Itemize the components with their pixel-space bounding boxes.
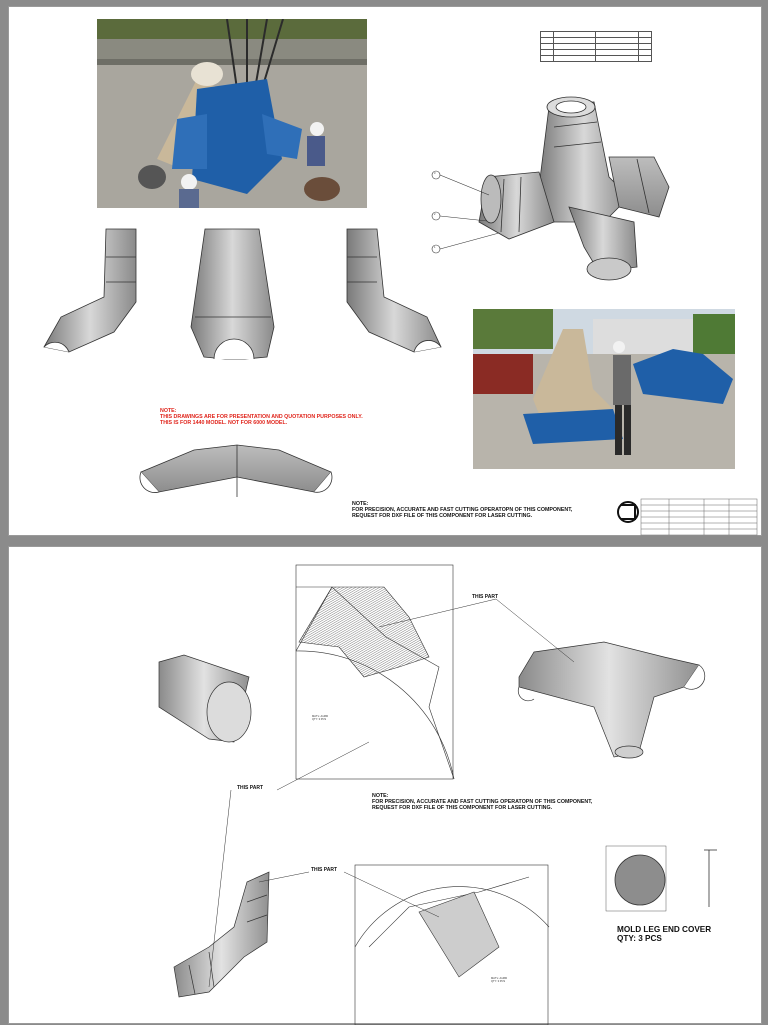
segment-right-elbow <box>347 229 441 352</box>
segment-left-elbow <box>44 229 136 352</box>
leg-segment-3d <box>174 872 269 997</box>
flat-pattern-2 <box>355 865 549 1025</box>
material-note: MAT'L: A1480 QTY: 3 PCS <box>312 715 329 721</box>
balloon-number: 2 <box>434 213 436 216</box>
this-part-label: THIS PART <box>472 594 499 600</box>
balloon-number: 3 <box>434 172 436 175</box>
sheet1-line-art <box>9 7 763 537</box>
cutting-note: NOTE: FOR PRECISION, ACCURATE AND FAST CUTTING OPERATOPN OF THIS COMPONENT, REQUEST FOR DXF FILE OF THIS COMPONENT FOR LASER CUTTING. <box>352 501 573 520</box>
leg-cylinder-3d <box>159 655 251 742</box>
end-cover-plate <box>606 846 717 911</box>
balloon-number: 1 <box>434 246 436 249</box>
segment-center <box>191 229 274 359</box>
presentation-note: NOTE: THIS DRAWINGS ARE FOR PRESENTATION AND QUOTATION PURPOSES ONLY. THIS IS FOR 1440 MODEL. NOT FOR 6000 MODEL. <box>160 408 363 427</box>
material-note: MAT'L: A1480 QTY: 3 PCS <box>491 977 508 983</box>
title-block <box>641 499 757 535</box>
drawing-sheet-1 <box>8 6 762 536</box>
cap-3d-view <box>518 642 705 758</box>
flat-pattern-1 <box>296 565 454 779</box>
this-part-label: THIS PART <box>311 867 338 873</box>
isometric-mold-assembly <box>479 97 669 280</box>
cutting-note: NOTE: FOR PRECISION, ACCURATE AND FAST CUTTING OPERATOPN OF THIS COMPONENT, REQUEST FOR DXF FILE OF THIS COMPONENT FOR LASER CUTTING. <box>372 793 593 812</box>
drawing-sheet-2 <box>8 546 762 1024</box>
this-part-label: THIS PART <box>237 785 264 791</box>
sheet2-line-art <box>9 547 763 1025</box>
segment-top-cap <box>140 445 332 497</box>
company-logo <box>618 502 638 522</box>
end-cover-label: MOLD LEG END COVER QTY: 3 PCS <box>617 925 712 943</box>
